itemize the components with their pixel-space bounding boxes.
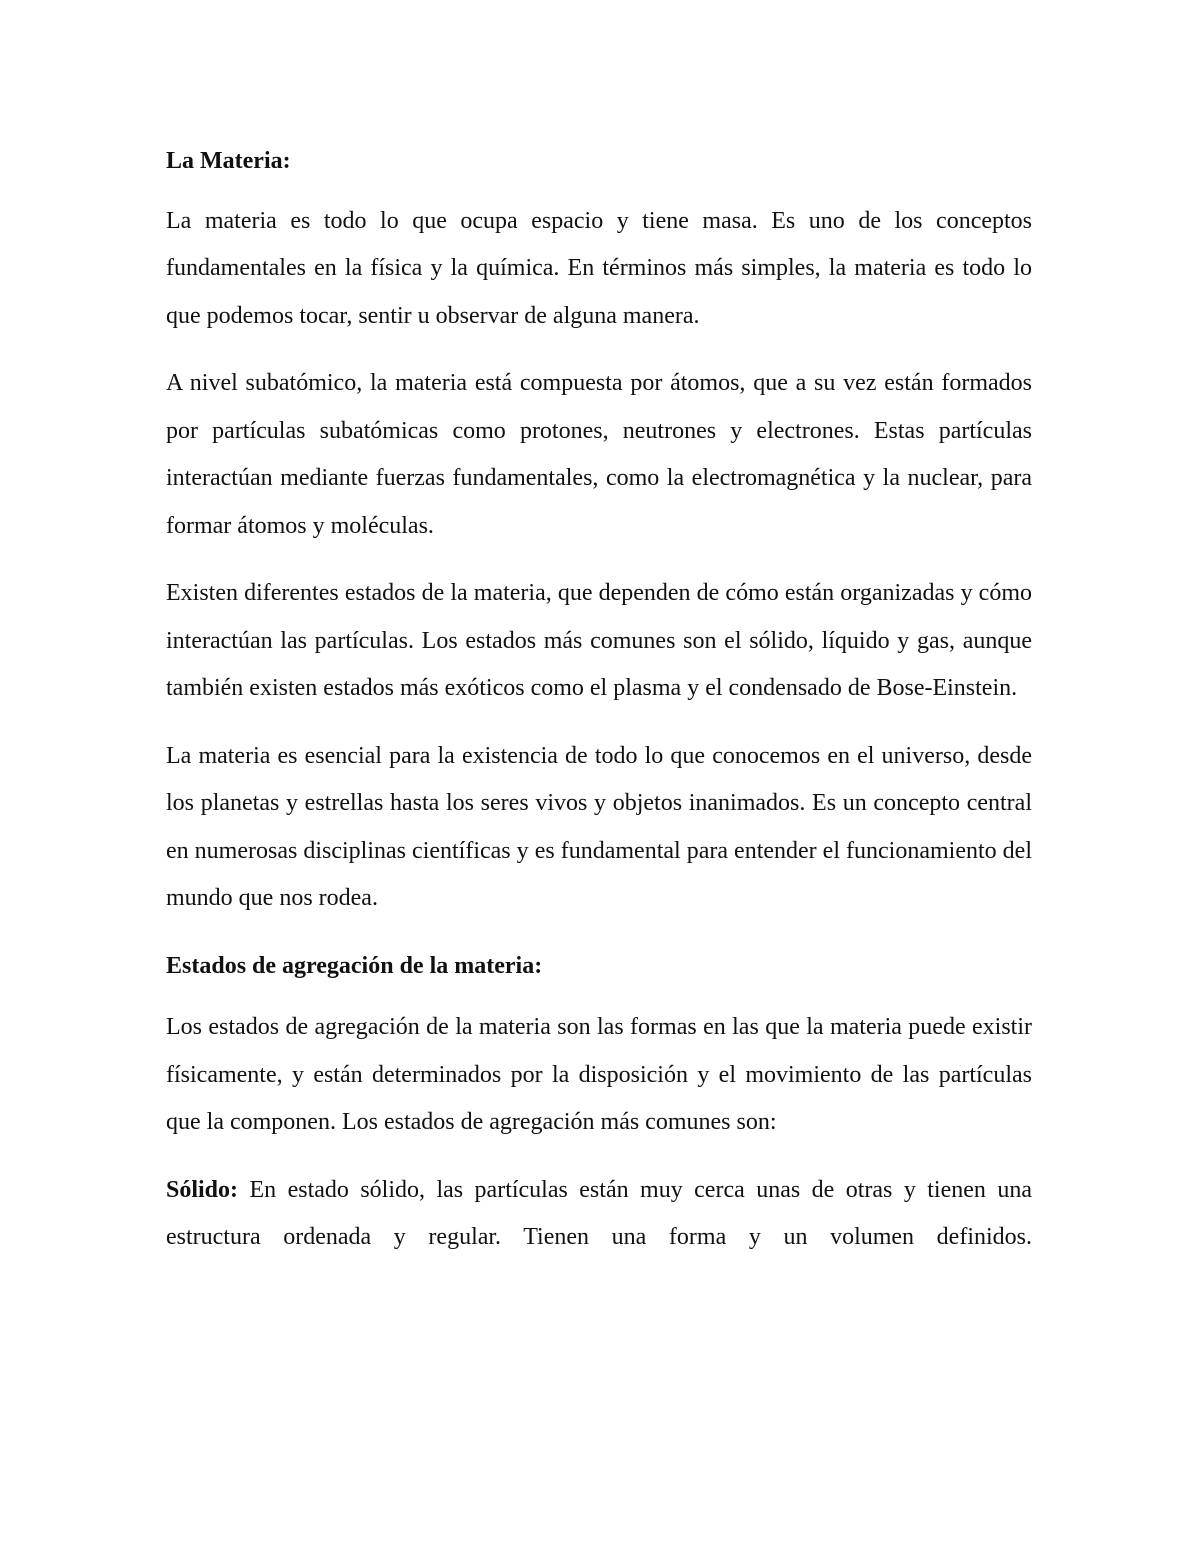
paragraph-states-intro: Existen diferentes estados de la materia, que dependen de cómo están organizadas y cómo interactúan las partículas. Los estados más comunes son el sólido, líquido y gas, aunque también existen estados más exóticos como el plasma y el condensado de Bose-Einstein. (166, 580, 1032, 701)
solid-label: Sólido: (166, 1176, 239, 1203)
document-page (166, 138, 1032, 1282)
heading-estados-agregacion: Estados de agregación de la materia: (166, 952, 543, 979)
paragraph-solid (166, 1167, 1032, 1262)
paragraph-subatomic: A nivel subatómico, la materia está compuesta por átomos, que a su vez están formados por partículas subatómicas como protones, neutrones y electrones. Estas partículas interactúan mediante fuerzas fundamentales, como la electromagnética y la nuclear, para formar átomos y moléculas. (166, 370, 1032, 539)
paragraph-aggregation-states: Los estados de agregación de la materia son las formas en las que la materia puede existir físicamente, y están determinados por la disposición y el movimiento de las partículas que la componen. Los estados de agregación más comunes son: (166, 1014, 1032, 1135)
solid-text: En estado sólido, las partículas están muy cerca unas de otras y tienen una estructura ordenada y regular. Tienen una forma y un volumen definidos. (166, 1176, 1032, 1250)
paragraph-importance: La materia es esencial para la existencia de todo lo que conocemos en el universo, desde los planetas y estrellas hasta los seres vivos y objetos inanimados. Es un concepto central en numerosas disciplinas científicas y es fundamental para entender el funcionamiento del mundo que nos rodea. (166, 742, 1032, 911)
heading-la-materia: La Materia: (166, 148, 291, 174)
paragraph-definition: La materia es todo lo que ocupa espacio y tiene masa. Es uno de los conceptos fundamentales en la física y la química. En términos más simples, la materia es todo lo que podemos tocar, sentir u observar de alguna manera. (166, 207, 1032, 329)
